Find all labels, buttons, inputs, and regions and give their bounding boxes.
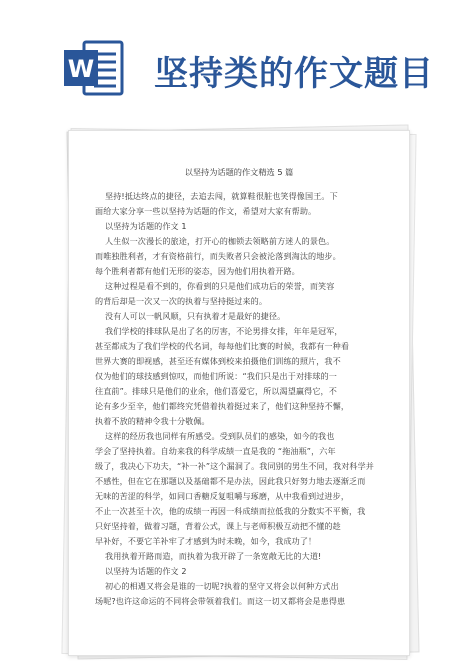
banner-title: 坚持类的作文题目: [154, 54, 434, 94]
body-line: 面给大家分享一些以坚持为话题的作文，希望对大家有帮助。: [95, 206, 317, 216]
body-line: 我们学校的排球队是出了名的厉害，不论男排女排，年年是冠军，: [105, 326, 343, 336]
body-line: 初心的相遇又将会是谁的一切呢?执着的坚守又将会以何种方式出: [105, 581, 339, 591]
document-body: [95, 189, 387, 609]
body-line: 执着不放的精神令我十分敬佩。: [95, 416, 210, 426]
body-line: 往直前”。排球只是他们的业余，他们喜爱它，所以渴望赢得它，不: [95, 386, 337, 396]
body-line: 不感性，但在它在那题以及基础都不是办法，因此我只好努力地去逐渐乏而: [95, 476, 366, 486]
section-heading: 以坚持为话题的作文 1: [105, 221, 187, 231]
document-page: [68, 130, 410, 656]
body-line: 不止一次甚至十次，他的成绩一再因一科成绩而拉低我的分数实不平衡，我: [95, 506, 366, 516]
document-title: 以坚持为话题的作文精选 5 篇: [184, 167, 294, 177]
body-line: 场呢?也许这命运的不同将会带领着我们。而这一切又都将会是患得患: [95, 596, 346, 606]
word-document-icon: [62, 36, 126, 100]
body-line: 坚持!抵达终点的捷径，去追去闯，就算鞋很脏也笑得像国王。下: [105, 191, 338, 201]
body-line: 世界大赛的即视感，甚至还有媒体到校来拍摄他们训练的照片，我不: [95, 356, 341, 366]
body-line: 论有多少至辛，他们都终究凭借着执着挺过来了，他们这种坚持不懈，: [95, 401, 350, 411]
body-line: 而唯独胜利者，才有资格前行，而失败者只会被沦落到淘汰的地步。: [95, 251, 341, 261]
body-line: 的背后却是一次又一次的执着与坚持挺过来的。: [95, 296, 268, 306]
section-heading: 以坚持为话题的作文 2: [105, 566, 187, 576]
body-line: 早补好，不要它羊补牢了才感到为时未晚，如今，我成功了！: [95, 536, 317, 546]
body-line: 只好坚持着，做着习题，背着公式，课上与老师积极互动把不懂的趁: [95, 521, 341, 531]
body-line: 级了，我决心下功夫，“补一补”这个漏洞了。我同别的男生不同，我对科学并: [95, 461, 374, 471]
body-line: 这种过程是看不到的，你看到的只是他们成功后的荣誉，而笑容: [105, 281, 335, 291]
body-line: 学会了坚持执着。自幼来我的科学成绩一直是我的 “拖油瓶”，六年: [95, 446, 336, 456]
body-line: 我用执着开路而造，而执着为我开辟了一条宽敞无比的大道!: [105, 551, 322, 561]
body-line: 甚至都成为了我们学校的代名词，每每他们比赛的时候，我都有一种看: [95, 341, 350, 351]
header-banner: [0, 0, 474, 132]
body-line: 这样的经历我也同样有所感受。受到队员们的感染，如今的我也: [105, 431, 335, 441]
word-icon-letter: W: [67, 55, 95, 83]
body-line: 人生似一次漫长的旅途，打开心的枷锁去领略前方迷人的景色。: [105, 236, 335, 246]
body-line: 仅为他们的球技感到惊叹，而他们所说：“我们只是出于对排球的一: [95, 371, 337, 381]
body-line: 无味的苦涩的科学，如同口香糖反复咀嚼与琢磨，从中我看到过进步，: [95, 491, 350, 501]
body-line: 每个胜利者都有他们无形的姿态，因为他们用执着开路。: [95, 266, 300, 276]
body-line: 没有人可以一帆风顺，只有执着才是最好的捷径。: [105, 311, 286, 321]
